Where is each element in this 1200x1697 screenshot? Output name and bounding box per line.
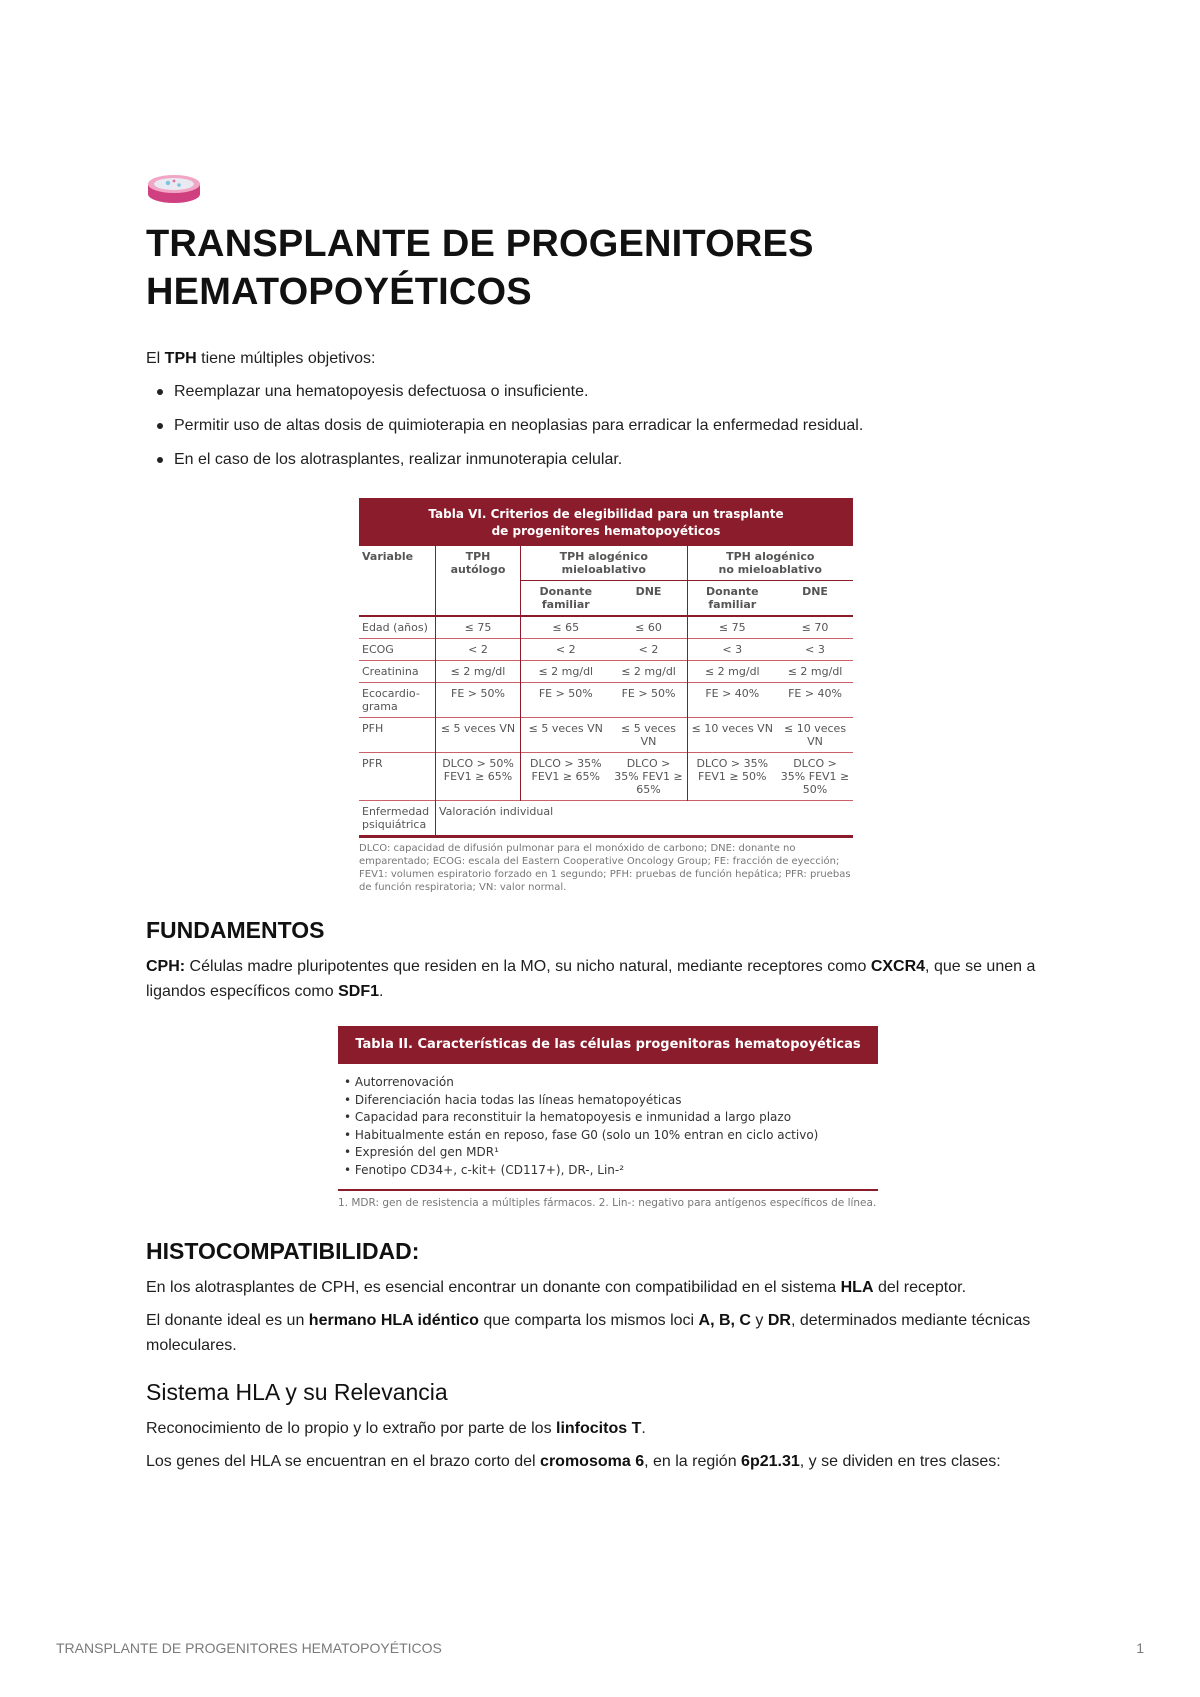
- table-row: [359, 683, 853, 718]
- table-row: [359, 718, 853, 753]
- table-cell: ≤ 2 mg/dl: [777, 661, 853, 683]
- table-cell: FE > 40%: [777, 683, 853, 718]
- table-cell: < 3: [687, 639, 777, 661]
- petri-dish-icon: [146, 172, 202, 206]
- header-dne: DNE: [777, 581, 853, 617]
- footer-title: TRANSPLANTE DE PROGENITORES HEMATOPOYÉTICOS: [56, 1640, 442, 1656]
- eligibility-table-note: DLCO: capacidad de difusión pulmonar para el monóxido de carbono; DNE: donante no emparentado; ECOG: escala del Eastern Cooperative Oncology Group; FE: fracción de eyección; FEV1: volumen espiratorio forzado en 1 segundo; PFH: pruebas de función hepática; PFR: pruebas de función respiratoria; VN: valor normal.: [359, 843, 851, 893]
- table-cell: < 3: [777, 639, 853, 661]
- row-label: Ecocardio-grama: [359, 683, 436, 718]
- header-dne: DNE: [611, 581, 687, 617]
- hla-paragraph-1: Reconocimiento de lo propio y lo extraño por parte de los linfocitos T.: [146, 1420, 646, 1437]
- document-content: [146, 172, 1066, 1482]
- list-item: • Autorrenovación: [344, 1075, 454, 1089]
- table-cell: ≤ 2 mg/dl: [687, 661, 777, 683]
- eligibility-table-title: Tabla VI. Criterios de elegibilidad para un trasplante de progenitores hematopoyéticos: [359, 498, 853, 546]
- table-row: [359, 639, 853, 661]
- table-cell: ≤ 60: [611, 616, 687, 639]
- table-cell: ≤ 10 veces VN: [687, 718, 777, 753]
- table-row: [359, 753, 853, 801]
- header-tph-autologo: TPH autólogo: [436, 546, 521, 616]
- header-no-mieloablativo: TPH alogénico no mieloablativo: [718, 550, 822, 576]
- table-cell: ≤ 5 veces VN: [436, 718, 521, 753]
- list-item: Permitir uso de altas dosis de quimioterapia en neoplasias para erradicar la enfermedad residual.: [174, 413, 1066, 438]
- eligibility-table-body: [359, 616, 853, 801]
- table-cell: DLCO > 35% FEV1 ≥ 50%: [777, 753, 853, 801]
- row-label: PFR: [359, 753, 436, 801]
- header-mieloablativo: TPH alogénico mieloablativo: [521, 546, 688, 581]
- table-cell: ≤ 5 veces VN: [521, 718, 611, 753]
- histocompatibilidad-heading: HISTOCOMPATIBILIDAD:: [146, 1238, 420, 1264]
- table-cell: ≤ 5 veces VN: [611, 718, 687, 753]
- histocompatibilidad-section: [146, 1237, 1066, 1358]
- table-cell: ≤ 2 mg/dl: [611, 661, 687, 683]
- table-cell: FE > 50%: [611, 683, 687, 718]
- table-cell: < 2: [521, 639, 611, 661]
- table-cell: ≤ 75: [436, 616, 521, 639]
- header-donante-familiar: Donante familiar: [687, 581, 777, 617]
- list-item: • Habitualmente están en reposo, fase G0 (solo un 10% entran en ciclo activo): [344, 1127, 819, 1142]
- table-row: [359, 661, 853, 683]
- table-cell: DLCO > 35% FEV1 ≥ 65%: [611, 753, 687, 801]
- list-item: Reemplazar una hematopoyesis defectuosa o insuficiente.: [174, 379, 1066, 404]
- progenitor-characteristics-figure: [338, 1026, 878, 1209]
- list-item: En el caso de los alotrasplantes, realizar inmunoterapia celular.: [174, 447, 1066, 472]
- list-item: • Expresión del gen MDR¹: [344, 1145, 499, 1159]
- table-cell: FE > 50%: [436, 683, 521, 718]
- fundamentos-paragraph: CPH: Células madre pluripotentes que residen en la MO, su nicho natural, mediante receptores como CXCR4, que se unen a ligandos específicos como SDF1.: [146, 958, 1036, 1000]
- table-cell: ≤ 70: [777, 616, 853, 639]
- histocompatibilidad-paragraph-1: En los alotrasplantes de CPH, es esencial encontrar un donante con compatibilidad en el sistema HLA del receptor.: [146, 1279, 967, 1296]
- table-cell: < 2: [436, 639, 521, 661]
- table-cell: DLCO > 50% FEV1 ≥ 65%: [436, 753, 521, 801]
- table-row: [359, 801, 853, 837]
- hla-section: [146, 1378, 1066, 1474]
- progenitor-table-note: 1. MDR: gen de resistencia a múltiples fármacos. 2. Lin-: negativo para antígenos específicos de línea.: [338, 1197, 877, 1209]
- list-item: • Diferenciación hacia todas las líneas hematopoyéticas: [344, 1092, 682, 1107]
- table-cell: < 2: [611, 639, 687, 661]
- header-donante-familiar: Donante familiar: [521, 581, 611, 617]
- list-item: • Capacidad para reconstituir la hematopoyesis e inmunidad a largo plazo: [344, 1110, 792, 1124]
- table-cell: ≤ 10 veces VN: [777, 718, 853, 753]
- row-label: Edad (años): [359, 616, 436, 639]
- table-cell: ≤ 2 mg/dl: [521, 661, 611, 683]
- eligibility-table-figure: [359, 498, 853, 894]
- list-item: • Fenotipo CD34+, c-kit+ (CD117+), DR-, Lin-²: [344, 1162, 625, 1177]
- intro-paragraph: El TPH tiene múltiples objetivos:: [146, 350, 376, 367]
- table-cell: FE > 40%: [687, 683, 777, 718]
- row-label: Creatinina: [359, 661, 436, 683]
- hla-paragraph-2: Los genes del HLA se encuentran en el brazo corto del cromosoma 6, en la región 6p21.31, y se dividen en tres clases:: [146, 1453, 1001, 1470]
- progenitor-table-title: Tabla II. Características de las células progenitoras hematopoyéticas: [338, 1026, 878, 1064]
- table-cell: ≤ 2 mg/dl: [436, 661, 521, 683]
- table-cell: DLCO > 35% FEV1 ≥ 65%: [521, 753, 611, 801]
- progenitor-characteristics-list: [344, 1074, 878, 1179]
- hla-heading: Sistema HLA y su Relevancia: [146, 1379, 448, 1405]
- histocompatibilidad-paragraph-2: El donante ideal es un hermano HLA idéntico que comparta los mismos loci A, B, C y DR, determinados mediante técnicas moleculares.: [146, 1312, 1031, 1354]
- table-cell: ≤ 75: [687, 616, 777, 639]
- fundamentos-section: [146, 916, 1066, 1004]
- table-cell: ≤ 65: [521, 616, 611, 639]
- eligibility-table: [359, 546, 853, 838]
- row-label: ECOG: [359, 639, 436, 661]
- row-label: PFH: [359, 718, 436, 753]
- page-title: TRANSPLANTE DE PROGENITORES HEMATOPOYÉTICOS: [146, 223, 814, 313]
- objectives-list: [146, 379, 1066, 472]
- table-cell: FE > 50%: [521, 683, 611, 718]
- footer-page-number: 1: [1136, 1640, 1144, 1656]
- table-row: [359, 616, 853, 639]
- divider: [338, 1189, 878, 1191]
- row-label: Enfermedad psiquiátrica: [359, 801, 436, 837]
- header-variable: Variable: [359, 546, 436, 616]
- fundamentos-heading: FUNDAMENTOS: [146, 917, 325, 943]
- table-cell: DLCO > 35% FEV1 ≥ 50%: [687, 753, 777, 801]
- row-value: Valoración individual: [436, 801, 854, 837]
